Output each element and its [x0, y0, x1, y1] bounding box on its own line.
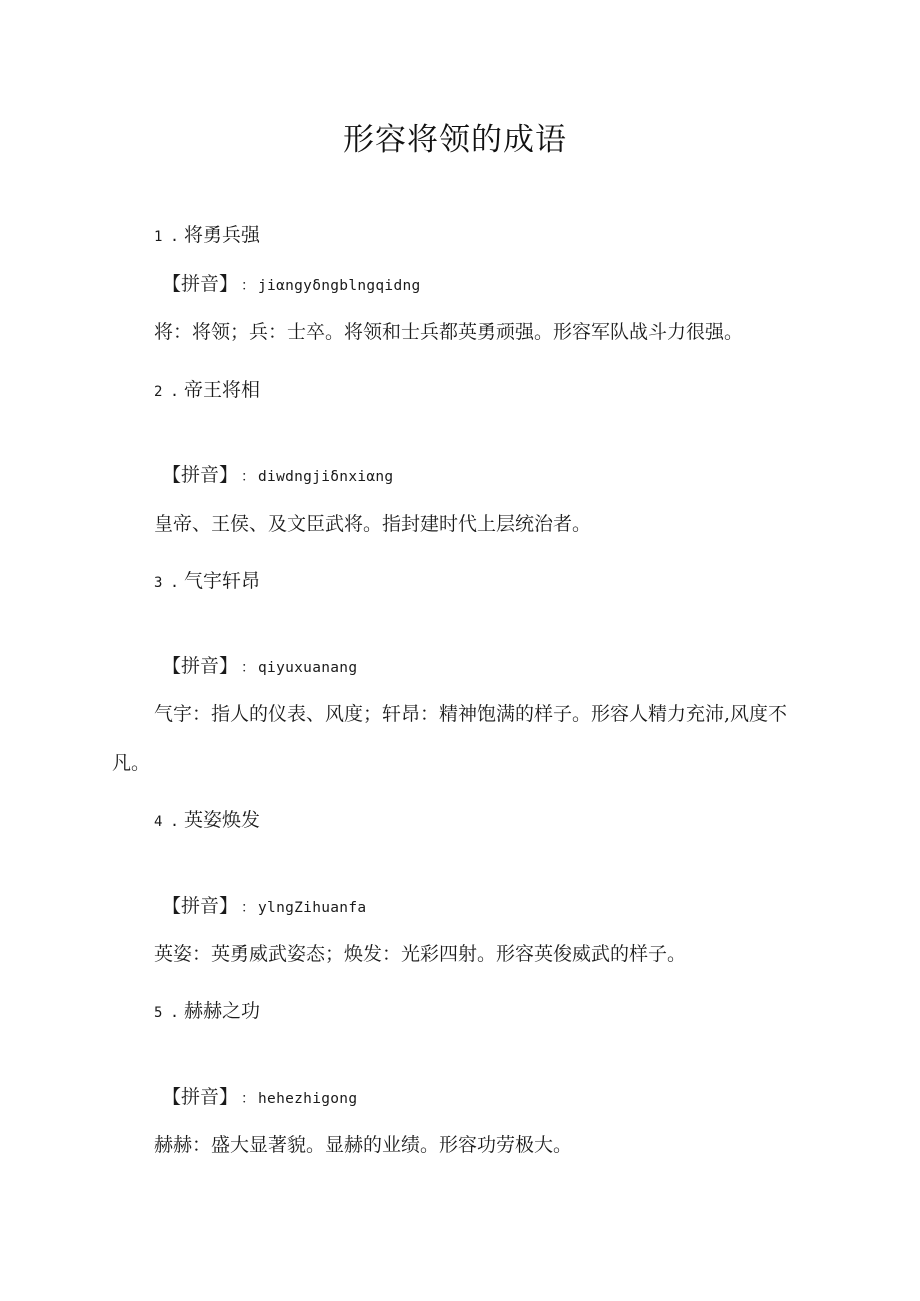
entry-pinyin: diwdngjiδnxiαng — [258, 469, 394, 485]
entry-heading — [154, 567, 260, 597]
entry-meaning: 将：将领；兵：士卒。将领和士兵都英勇顽强。形容军队战斗力很强。 — [154, 321, 744, 343]
entry-dot: . — [170, 1003, 180, 1021]
entry-meaning: 气宇：指人的仪表、风度；轩昂：精神饱满的样子。形容人精力充沛,风度不凡。 — [112, 703, 788, 774]
entry-meaning: 英姿：英勇威武姿态；焕发：光彩四射。形容英俊威武的样子。 — [154, 943, 687, 965]
entry-pinyin-line — [162, 461, 393, 491]
pinyin-label: 【拼音】 — [162, 273, 239, 295]
entry-number: 3 — [154, 575, 163, 591]
entry-heading — [154, 221, 260, 251]
entry-dot: . — [170, 227, 180, 245]
entry-idiom: 帝王将相 — [184, 379, 261, 401]
pinyin-label: 【拼音】 — [162, 655, 239, 677]
entry-pinyin-line — [162, 652, 357, 682]
entry-idiom: 英姿焕发 — [184, 809, 261, 831]
page-title: 形容将领的成语 — [343, 122, 567, 158]
entry-dot: . — [170, 382, 180, 400]
entry-heading — [154, 376, 260, 406]
entry-idiom: 将勇兵强 — [184, 224, 261, 246]
entry-pinyin-line — [162, 270, 421, 300]
entry-idiom: 气宇轩昂 — [184, 570, 261, 592]
entry-pinyin: jiαngyδngblngqidng — [258, 278, 421, 294]
entry-dot: . — [170, 573, 180, 591]
pinyin-label: 【拼音】 — [162, 1086, 239, 1108]
entry-number: 4 — [154, 814, 163, 830]
entry-pinyin: qiyuxuanang — [258, 660, 358, 676]
entry-pinyin: ylngZihuanfa — [258, 900, 367, 916]
entry-pinyin-line — [162, 1083, 357, 1113]
pinyin-colon: ： — [241, 278, 256, 294]
entry-heading — [154, 997, 260, 1027]
entry-idiom: 赫赫之功 — [184, 1000, 261, 1022]
pinyin-colon: ： — [241, 900, 256, 916]
entry-number: 1 — [154, 229, 163, 245]
entry-meaning: 赫赫：盛大显著貌。显赫的业绩。形容功劳极大。 — [154, 1134, 573, 1156]
entry-pinyin: hehezhigong — [258, 1091, 358, 1107]
entry-heading — [154, 806, 260, 836]
pinyin-colon: ： — [241, 469, 256, 485]
entry-dot: . — [170, 812, 180, 830]
pinyin-label: 【拼音】 — [162, 895, 239, 917]
entry-meaning: 皇帝、王侯、及文臣武将。指封建时代上层统治者。 — [154, 513, 592, 535]
entry-pinyin-line — [162, 892, 366, 922]
pinyin-label: 【拼音】 — [162, 464, 239, 486]
entry-number: 2 — [154, 384, 163, 400]
pinyin-colon: ： — [241, 1091, 256, 1107]
entry-number: 5 — [154, 1005, 163, 1021]
pinyin-colon: ： — [241, 660, 256, 676]
